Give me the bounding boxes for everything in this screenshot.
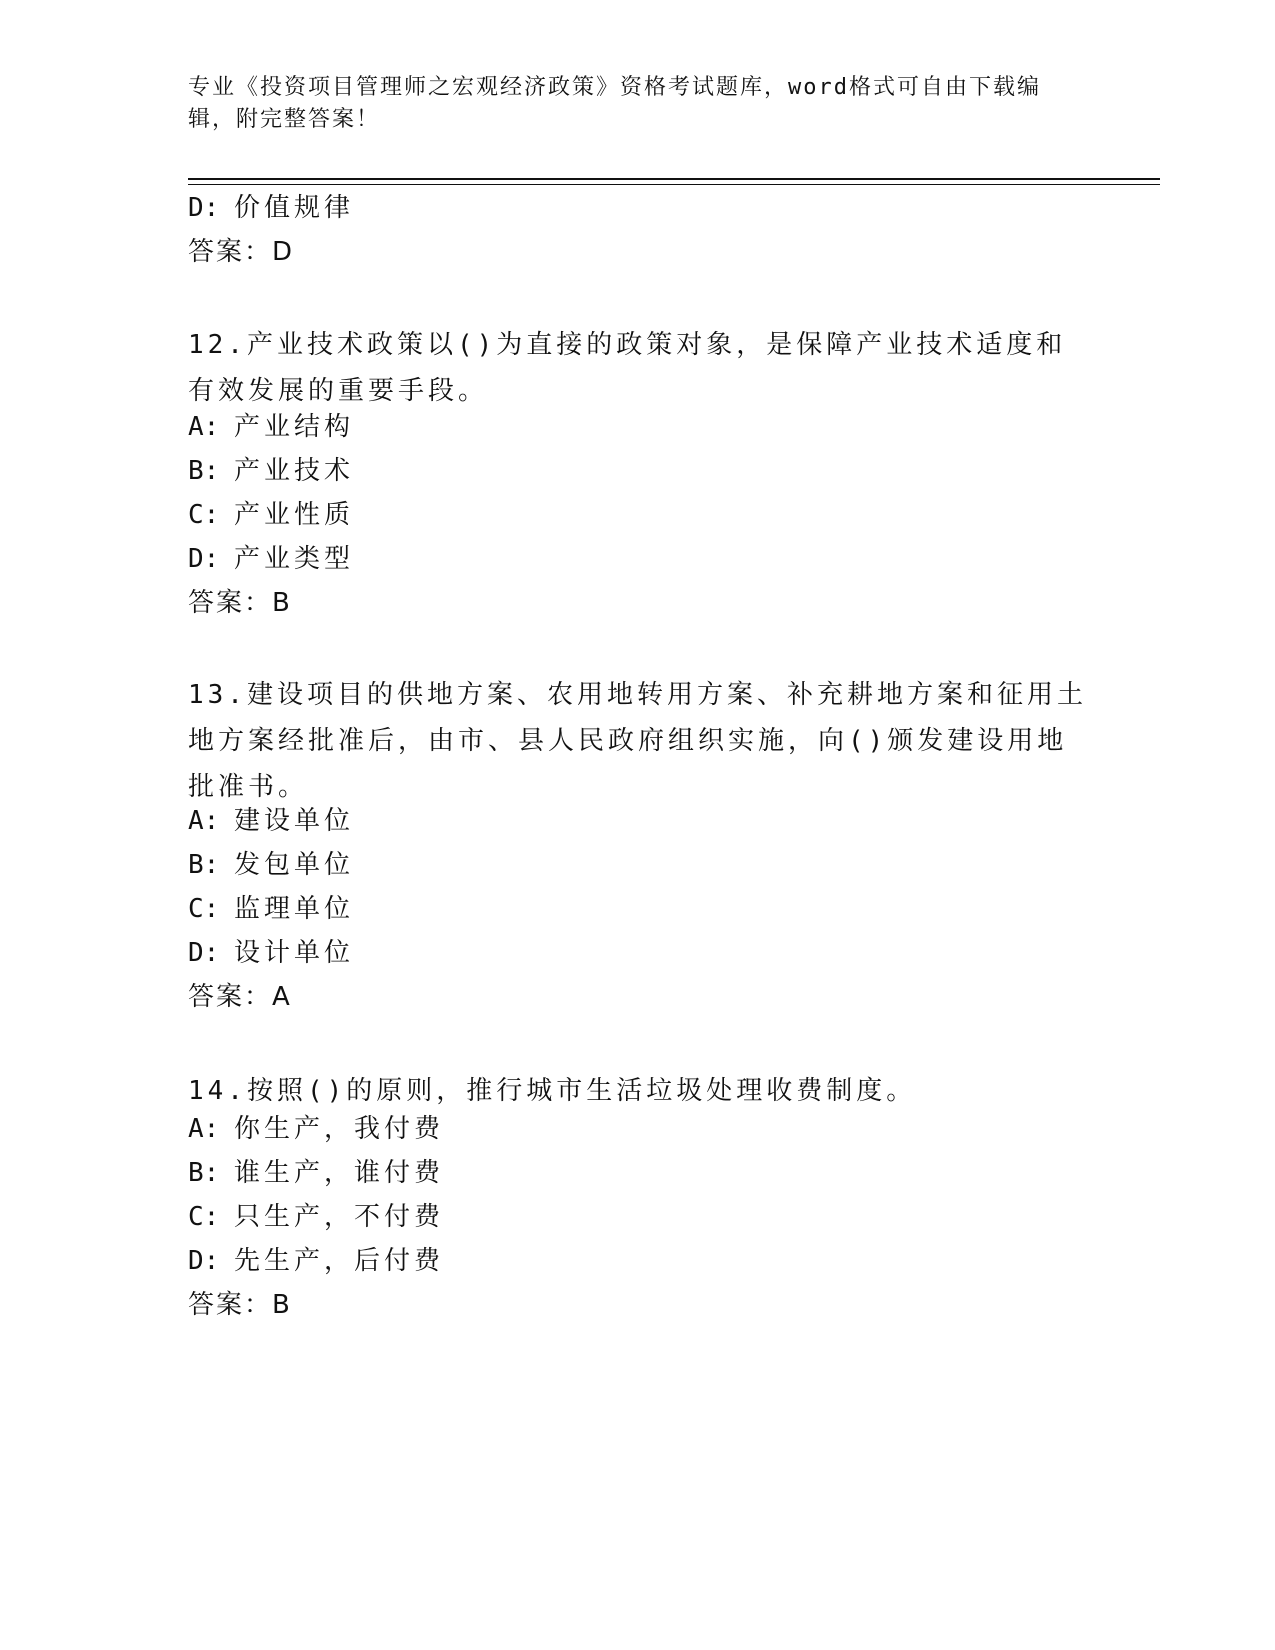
option-letter: D: [188, 938, 220, 968]
option-text: 先生产，后付费 [234, 1246, 445, 1276]
question-13-option-d [188, 938, 354, 968]
question-14-option-d [188, 1246, 444, 1276]
option-letter: D: [188, 1246, 220, 1276]
header-divider-thin [188, 184, 1160, 185]
page-header: 专业《投资项目管理师之宏观经济政策》资格考试题库，word格式可自由下载编辑，附完整答案！ [188, 75, 1041, 132]
question-12-option-c [188, 500, 354, 530]
option-letter: B: [188, 1158, 220, 1188]
option-text: 谁生产，谁付费 [234, 1158, 445, 1188]
option-text: 产业类型 [234, 544, 355, 574]
option-letter: D: [188, 193, 220, 223]
question-13-option-c [188, 894, 354, 924]
option-text: 你生产，我付费 [234, 1114, 445, 1144]
option-text: 产业结构 [234, 412, 355, 442]
question-14-stem: 14.按照()的原则，推行城市生活垃圾处理收费制度。 [188, 1076, 917, 1106]
question-13-option-b [188, 850, 354, 880]
option-text: 发包单位 [234, 850, 355, 880]
option-letter: B: [188, 456, 220, 486]
option-text: 建设单位 [234, 806, 355, 836]
option-letter: C: [188, 500, 220, 530]
question-14-option-a [188, 1114, 444, 1144]
option-letter: B: [188, 850, 220, 880]
header-divider [188, 178, 1160, 180]
question-13-stem: 13.建设项目的供地方案、农用地转用方案、补充耕地方案和征用土地方案经批准后，由市、县人民政府组织实施，向()颁发建设用地批准书。 [188, 680, 1087, 802]
question-12-option-a [188, 412, 354, 442]
option-text: 产业技术 [234, 456, 355, 486]
question-14-option-c [188, 1202, 444, 1232]
option-letter: A: [188, 412, 220, 442]
option-letter: A: [188, 1114, 220, 1144]
question-13-option-a [188, 806, 354, 836]
option-text: 只生产，不付费 [234, 1202, 445, 1232]
option-text: 设计单位 [234, 938, 355, 968]
option-letter: C: [188, 894, 220, 924]
question-12-stem: 12.产业技术政策以()为直接的政策对象，是保障产业技术适度和有效发展的重要手段。 [188, 330, 1067, 406]
option-text: 监理单位 [234, 894, 355, 924]
option-letter: C: [188, 1202, 220, 1232]
option-text: 产业性质 [234, 500, 355, 530]
question-13-answer: 答案：A [188, 982, 292, 1012]
question-14-option-b [188, 1158, 444, 1188]
prev-answer: 答案：D [188, 237, 295, 267]
prev-option-d [188, 193, 354, 223]
option-text: 价值规律 [234, 193, 355, 223]
question-14-answer: 答案：B [188, 1290, 292, 1320]
question-12-answer: 答案：B [188, 588, 292, 618]
option-letter: A: [188, 806, 220, 836]
question-12-option-b [188, 456, 354, 486]
question-12-option-d [188, 544, 354, 574]
option-letter: D: [188, 544, 220, 574]
